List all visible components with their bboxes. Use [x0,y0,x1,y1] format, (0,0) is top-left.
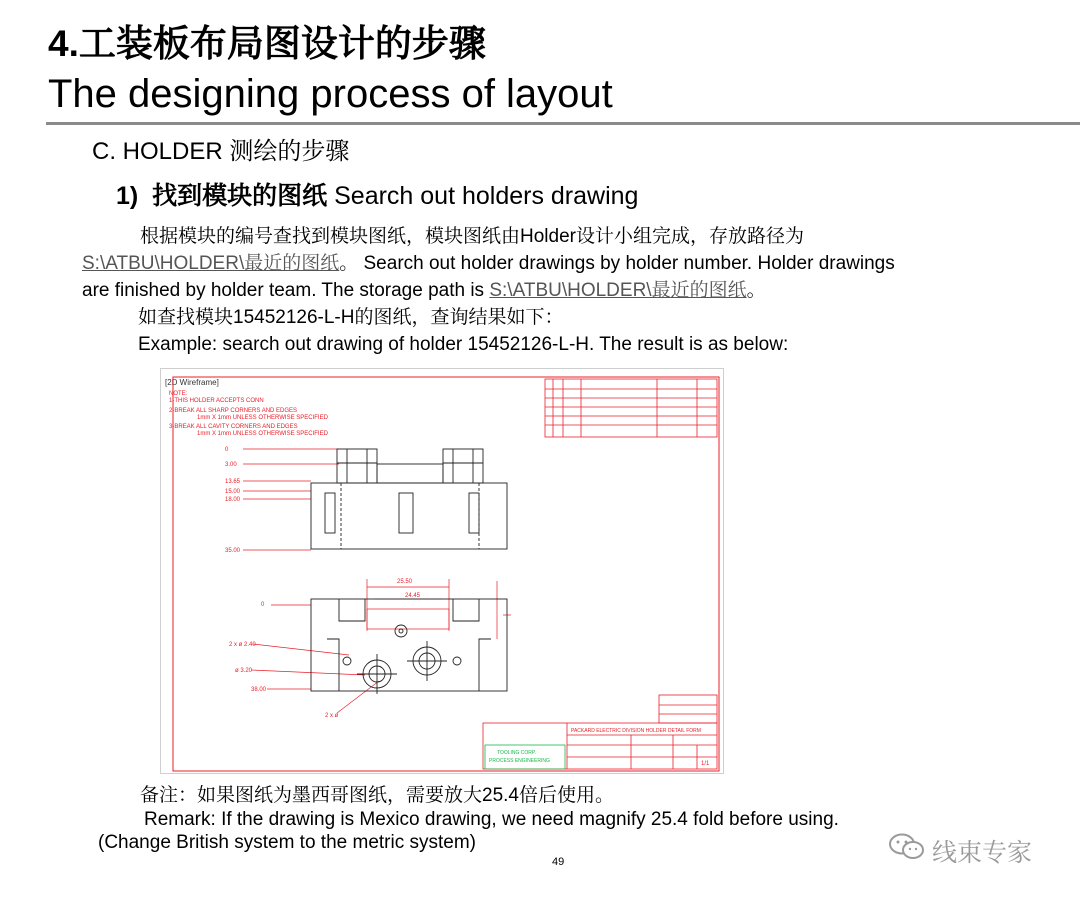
holder-drawing-svg [161,369,723,773]
note-line: 3-BREAK ALL CAVITY CORNERS AND EDGES [169,424,298,430]
dim-label: 2 x ø [325,713,339,719]
plan-view-dims [229,579,421,719]
step-heading [116,181,638,211]
body-line-5: Example: search out drawing of holder 15452126-L-H. The result is as below: [138,334,789,355]
storage-path-link-2[interactable]: S:\ATBU\HOLDER\最近的图纸 [489,280,747,301]
title-cn-text: 工装板布局图设计的步骤 [78,23,486,64]
dim-label: 25.50 [397,579,413,585]
body-line-2 [82,251,895,277]
sheet-number: 1/1 [701,761,710,767]
holder-drawing-figure [160,368,724,774]
watermark [888,832,1032,869]
body-line-3 [82,278,766,304]
step-cn: 找到模块的图纸 [152,182,328,210]
plan-view [311,599,507,694]
dim-label: 0 [225,447,229,453]
body-line-1: 根据模块的编号查找到模块图纸，模块图纸由Holder设计小组完成，存放路径为 [140,226,804,247]
title-block-text: PACKARD ELECTRIC DIVISION HOLDER DETAIL FORM [571,728,701,734]
dim-label: ø 3.20 [235,668,253,674]
body-line-4: 如查找模块15452126-L-H的图纸，查询结果如下： [138,307,564,328]
remark-en-2: (Change British system to the metric system) [98,832,476,853]
page-title-cn [48,22,486,66]
remark-en: Remark: If the drawing is Mexico drawing, we need magnify 25.4 fold before using. [144,809,839,830]
storage-path-link[interactable]: S:\ATBU\HOLDER\最近的图纸 [82,253,340,274]
note-line: 1mm X 1mm UNLESS OTHERWISE SPECIFIED [197,431,328,437]
watermark-text: 线束专家 [932,838,1033,867]
note-line: NOTE: [169,391,188,397]
page-number: 49 [552,856,565,868]
dim-label: 0 [261,602,265,608]
drawing-notes [169,391,329,437]
title-divider [46,122,1080,125]
company-line: PROCESS ENGINEERING [489,758,550,764]
body-line-3-start: are finished by holder team. The storage path is [82,280,490,301]
step-en: Search out holders drawing [334,182,639,210]
company-line: TOOLING CORP. [497,750,536,756]
viewport-label: [2D Wireframe] [165,378,219,387]
section-heading: C. HOLDER 测绘的步骤 [92,138,350,165]
body-line-3-end: 。 [746,280,766,301]
dim-label: 35.00 [225,548,241,554]
front-view [311,449,507,549]
revision-table [545,379,717,437]
dim-label: 24.45 [405,593,421,599]
dim-label: 38.00 [251,687,267,693]
dim-label: 15.00 [225,489,241,495]
dim-label: 13.65 [225,479,241,485]
body-line-2-rest: 。 Search out holder drawings by holder number. Holder drawings [339,253,895,274]
dim-label: 18.00 [225,497,241,503]
page-title-en: The designing process of layout [48,72,613,116]
wechat-icon [888,832,926,869]
front-view-dims [225,447,241,554]
note-line: 1-THIS HOLDER ACCEPTS CONN [169,398,264,404]
step-number: 1) [116,182,139,210]
dim-label: 3.00 [225,462,237,468]
company-block [485,745,565,769]
remark-cn: 备注：如果图纸为墨西哥图纸，需要放大25.4倍后使用。 [140,785,614,806]
note-line: 2-BREAK ALL SHARP CORNERS AND EDGES [169,408,298,414]
dim-label: 2 x ø 2.40 [229,642,256,648]
title-number: 4. [48,23,79,64]
note-line: 1mm X 1mm UNLESS OTHERWISE SPECIFIED [197,415,328,421]
